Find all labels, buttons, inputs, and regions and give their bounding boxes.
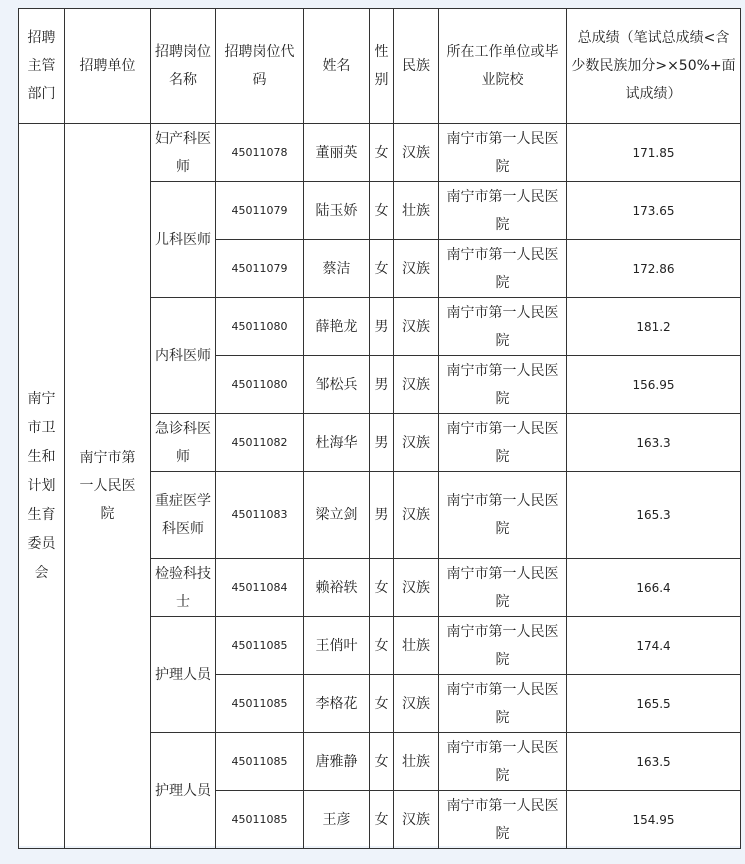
score-cell: 154.95: [567, 791, 741, 849]
gender-cell: 女: [370, 559, 394, 617]
workplace-cell: 南宁市第一人民医院: [439, 298, 567, 356]
code-cell: 45011078: [216, 124, 304, 182]
header-workplace: 所在工作单位或毕业院校: [439, 9, 567, 124]
header-dept: 招聘主管部门: [19, 9, 65, 124]
name-cell: 梁立剑: [304, 472, 370, 559]
code-cell: 45011080: [216, 356, 304, 414]
ethnicity-cell: 汉族: [394, 356, 439, 414]
score-cell: 166.4: [567, 559, 741, 617]
score-cell: 156.95: [567, 356, 741, 414]
ethnicity-cell: 壮族: [394, 733, 439, 791]
score-cell: 174.4: [567, 617, 741, 675]
score-cell: 165.3: [567, 472, 741, 559]
code-cell: 45011085: [216, 733, 304, 791]
position-cell: 护理人员: [151, 733, 216, 849]
name-cell: 王彦: [304, 791, 370, 849]
code-cell: 45011085: [216, 791, 304, 849]
workplace-cell: 南宁市第一人民医院: [439, 124, 567, 182]
results-table: [18, 8, 741, 849]
workplace-cell: 南宁市第一人民医院: [439, 472, 567, 559]
workplace-cell: 南宁市第一人民医院: [439, 559, 567, 617]
name-cell: 李格花: [304, 675, 370, 733]
workplace-cell: 南宁市第一人民医院: [439, 733, 567, 791]
name-cell: 薛艳龙: [304, 298, 370, 356]
workplace-cell: 南宁市第一人民医院: [439, 182, 567, 240]
gender-cell: 女: [370, 733, 394, 791]
code-cell: 45011085: [216, 675, 304, 733]
score-cell: 181.2: [567, 298, 741, 356]
score-cell: 163.3: [567, 414, 741, 472]
score-cell: 165.5: [567, 675, 741, 733]
gender-cell: 女: [370, 182, 394, 240]
code-cell: 45011082: [216, 414, 304, 472]
position-cell: 儿科医师: [151, 182, 216, 298]
score-cell: 172.86: [567, 240, 741, 298]
workplace-cell: 南宁市第一人民医院: [439, 791, 567, 849]
gender-cell: 女: [370, 791, 394, 849]
code-cell: 45011084: [216, 559, 304, 617]
ethnicity-cell: 汉族: [394, 791, 439, 849]
ethnicity-cell: 汉族: [394, 240, 439, 298]
gender-cell: 女: [370, 240, 394, 298]
workplace-cell: 南宁市第一人民医院: [439, 617, 567, 675]
gender-cell: 男: [370, 414, 394, 472]
table-row: [19, 124, 741, 182]
code-cell: 45011079: [216, 182, 304, 240]
name-cell: 王俏叶: [304, 617, 370, 675]
ethnicity-cell: 壮族: [394, 182, 439, 240]
name-cell: 董丽英: [304, 124, 370, 182]
workplace-cell: 南宁市第一人民医院: [439, 240, 567, 298]
gender-cell: 男: [370, 472, 394, 559]
gender-cell: 女: [370, 675, 394, 733]
score-cell: 163.5: [567, 733, 741, 791]
code-cell: 45011085: [216, 617, 304, 675]
header-position-name: 招聘岗位名称: [151, 9, 216, 124]
workplace-cell: 南宁市第一人民医院: [439, 675, 567, 733]
position-cell: 急诊科医师: [151, 414, 216, 472]
header-unit: 招聘单位: [65, 9, 151, 124]
ethnicity-cell: 汉族: [394, 414, 439, 472]
dept-cell: 南宁市卫生和计划生育委员会: [19, 124, 65, 849]
code-cell: 45011080: [216, 298, 304, 356]
ethnicity-cell: 汉族: [394, 124, 439, 182]
ethnicity-cell: 汉族: [394, 298, 439, 356]
results-sheet: [18, 8, 740, 846]
name-cell: 杜海华: [304, 414, 370, 472]
header-name: 姓名: [304, 9, 370, 124]
position-cell: 重症医学科医师: [151, 472, 216, 559]
gender-cell: 女: [370, 124, 394, 182]
position-cell: 妇产科医师: [151, 124, 216, 182]
workplace-cell: 南宁市第一人民医院: [439, 356, 567, 414]
score-cell: 173.65: [567, 182, 741, 240]
workplace-cell: 南宁市第一人民医院: [439, 414, 567, 472]
position-cell: 检验科技士: [151, 559, 216, 617]
ethnicity-cell: 汉族: [394, 559, 439, 617]
gender-cell: 女: [370, 617, 394, 675]
code-cell: 45011083: [216, 472, 304, 559]
name-cell: 邹松兵: [304, 356, 370, 414]
score-cell: 171.85: [567, 124, 741, 182]
header-gender: 性别: [370, 9, 394, 124]
gender-cell: 男: [370, 356, 394, 414]
name-cell: 蔡洁: [304, 240, 370, 298]
header-position-code: 招聘岗位代码: [216, 9, 304, 124]
name-cell: 陆玉娇: [304, 182, 370, 240]
header-row: [19, 9, 741, 124]
name-cell: 唐雅静: [304, 733, 370, 791]
header-ethnicity: 民族: [394, 9, 439, 124]
position-cell: 护理人员: [151, 617, 216, 733]
code-cell: 45011079: [216, 240, 304, 298]
position-cell: 内科医师: [151, 298, 216, 414]
ethnicity-cell: 壮族: [394, 617, 439, 675]
ethnicity-cell: 汉族: [394, 675, 439, 733]
unit-cell: 南宁市第一人民医院: [65, 124, 151, 849]
name-cell: 赖裕轶: [304, 559, 370, 617]
header-total-score: 总成绩（笔试总成绩<含少数民族加分>×50%+面试成绩）: [567, 9, 741, 124]
gender-cell: 男: [370, 298, 394, 356]
ethnicity-cell: 汉族: [394, 472, 439, 559]
